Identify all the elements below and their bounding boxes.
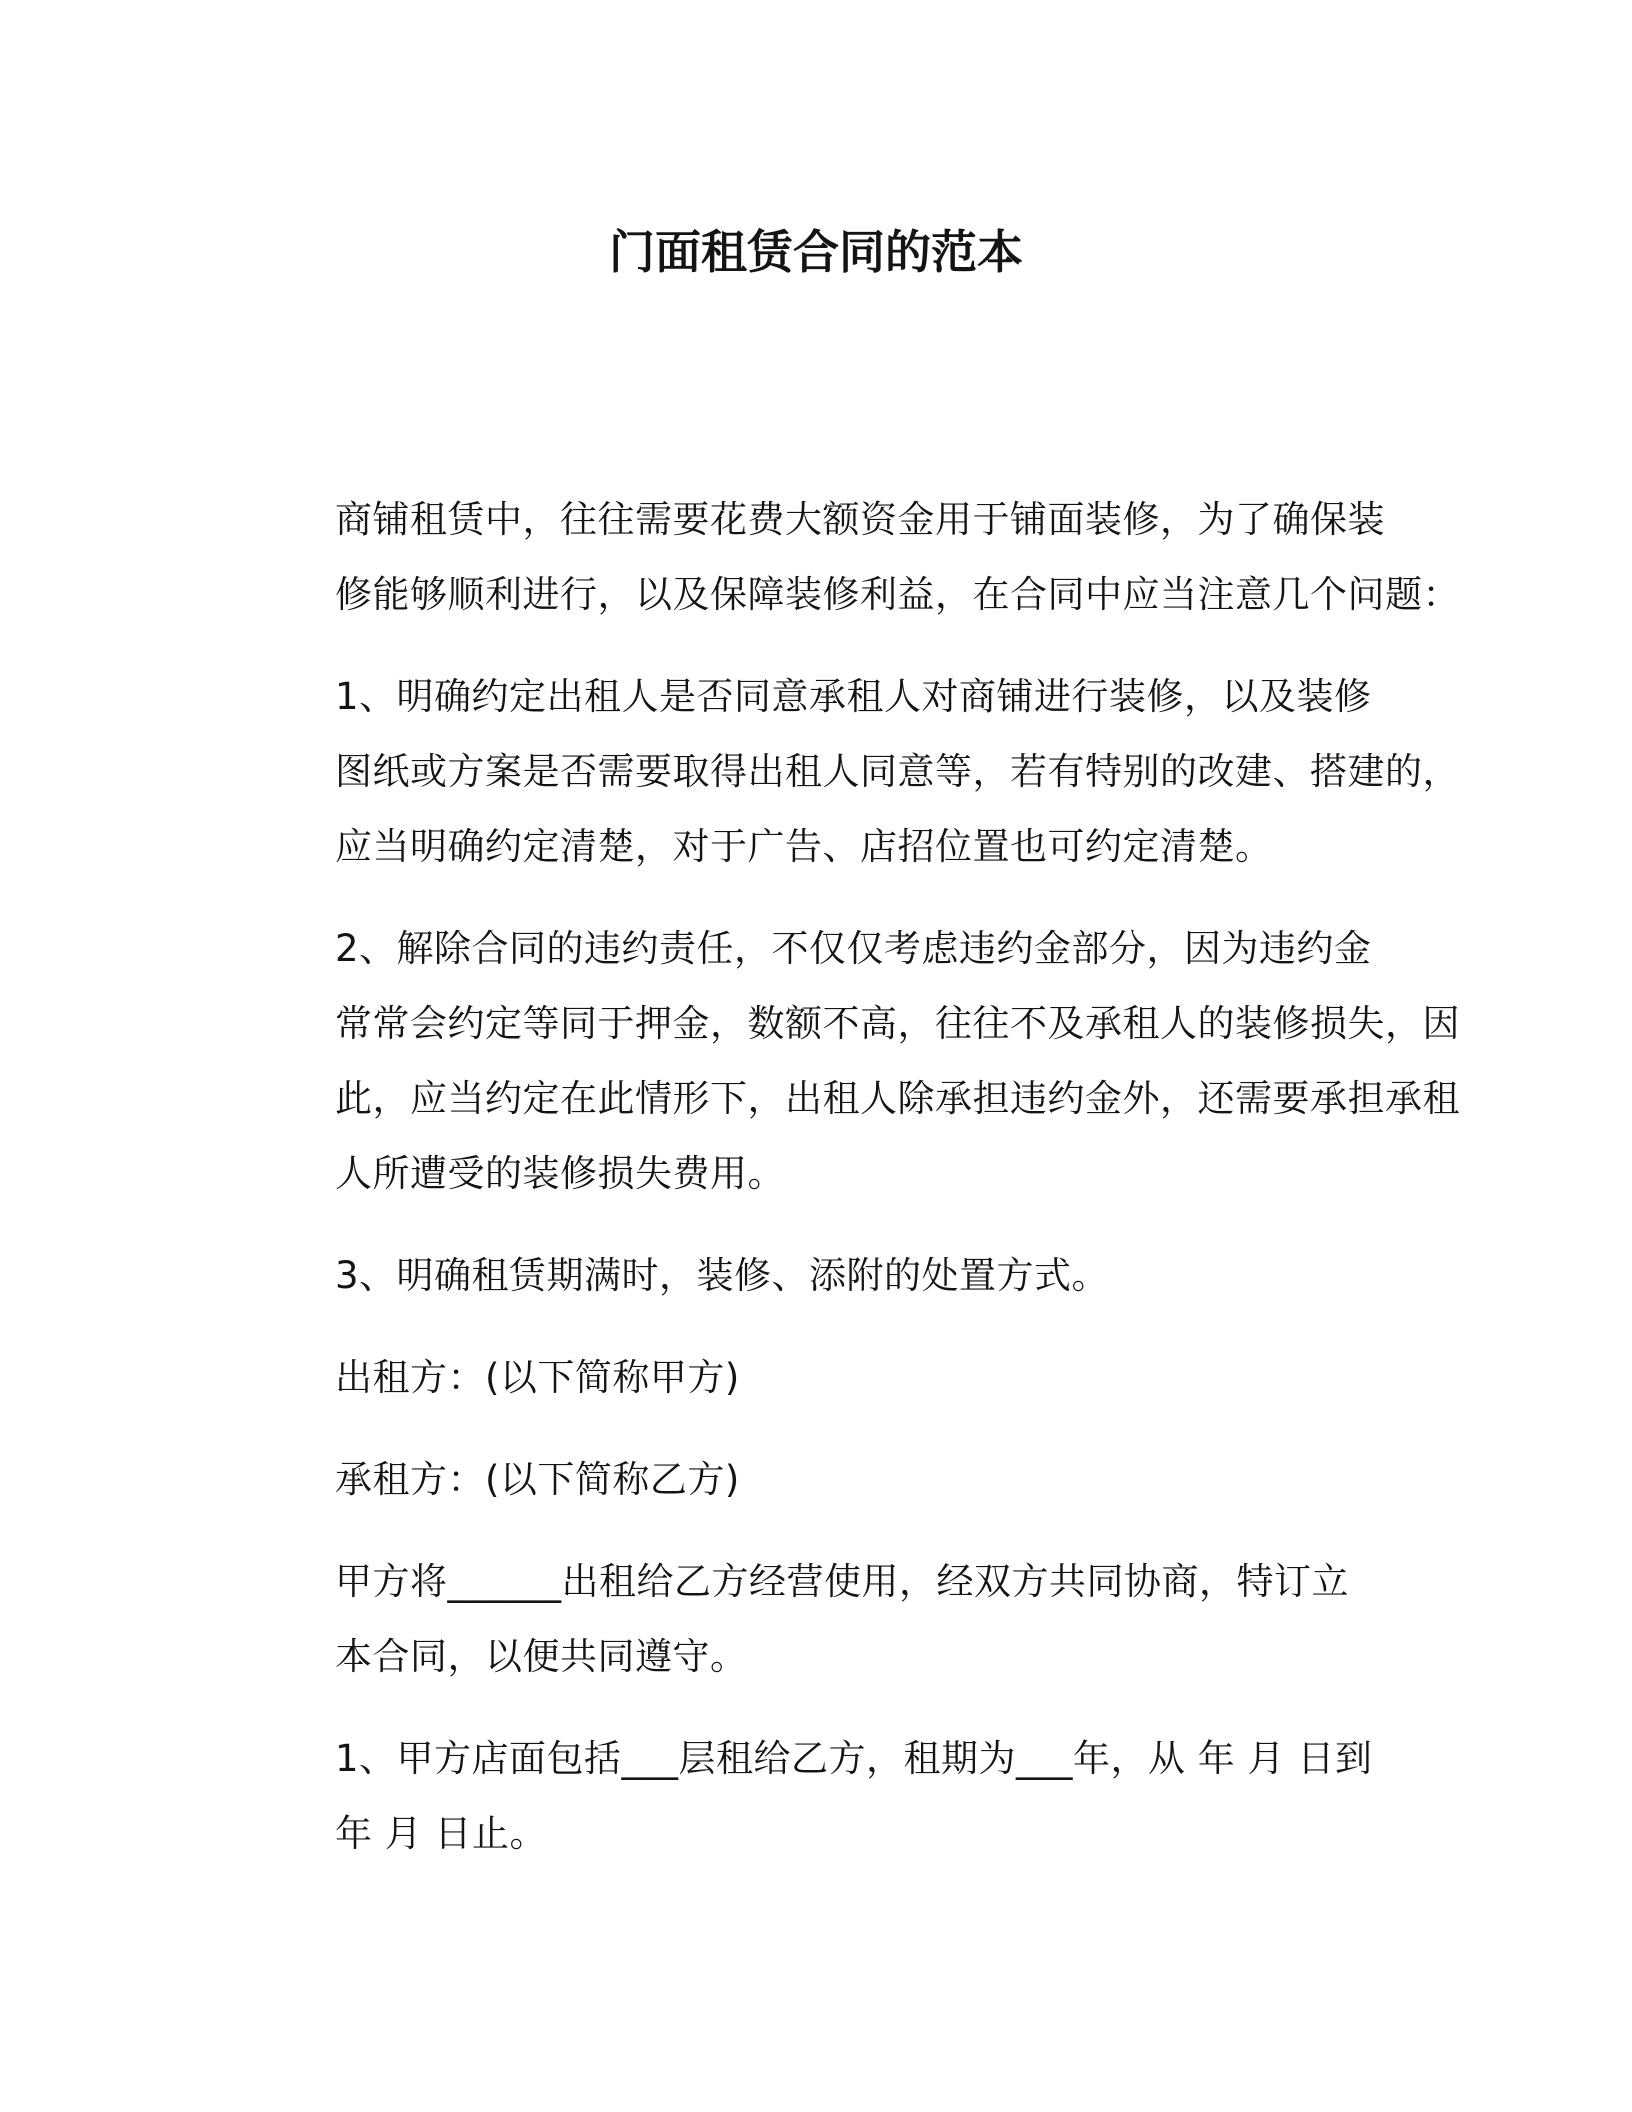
document-title: 门面租赁合同的范本 <box>609 225 1023 279</box>
paragraph-intro <box>239 482 1460 632</box>
paragraph-lessee <box>239 1442 1399 1517</box>
text-line: 应当明确约定清楚，对于广告、店招位置也可约定清楚。 <box>335 825 1273 868</box>
paragraph-lessor <box>239 1340 1399 1415</box>
text-line: 人所遭受的装修损失费用。 <box>335 1152 785 1195</box>
text-line: 本合同，以便共同遵守。 <box>335 1635 748 1678</box>
paragraph-item-1 <box>239 659 1460 884</box>
text-line: 常常会约定等同于押金，数额不高，往往不及承租人的装修损失，因 <box>335 1002 1460 1045</box>
text-line: 修能够顺利进行，以及保障装修利益，在合同中应当注意几个问题： <box>335 573 1460 616</box>
text-line: 甲方将______出租给乙方经营使用，经双方共同协商，特订立 <box>335 1560 1349 1603</box>
text-line: 年 月 日止。 <box>335 1812 548 1855</box>
paragraph-clause-1 <box>239 1721 1399 1871</box>
text-line: 2、解除合同的违约责任，不仅仅考虑违约金部分，因为违约金 <box>335 927 1372 970</box>
text-line: 图纸或方案是否需要取得出租人同意等，若有特别的改建、搭建的， <box>335 750 1460 793</box>
text-line: 商铺租赁中，往往需要花费大额资金用于铺面装修，为了确保装 <box>335 498 1385 541</box>
text-line: 出租方：(以下简称甲方) <box>335 1356 740 1399</box>
paragraph-item-2 <box>239 911 1460 1211</box>
text-line: 承租方：(以下简称乙方) <box>335 1458 740 1501</box>
text-line: 3、明确租赁期满时，装修、添附的处置方式。 <box>335 1254 1110 1297</box>
document-body <box>239 482 1460 1898</box>
paragraph-item-3 <box>239 1238 1399 1313</box>
text-line: 1、明确约定出租人是否同意承租人对商铺进行装修，以及装修 <box>335 675 1372 718</box>
text-line: 1、甲方店面包括___层租给乙方，租期为___年，从 年 月 日到 <box>335 1737 1373 1780</box>
text-line: 此，应当约定在此情形下，出租人除承担违约金外，还需要承担承租 <box>335 1077 1460 1120</box>
paragraph-agreement <box>239 1544 1399 1694</box>
